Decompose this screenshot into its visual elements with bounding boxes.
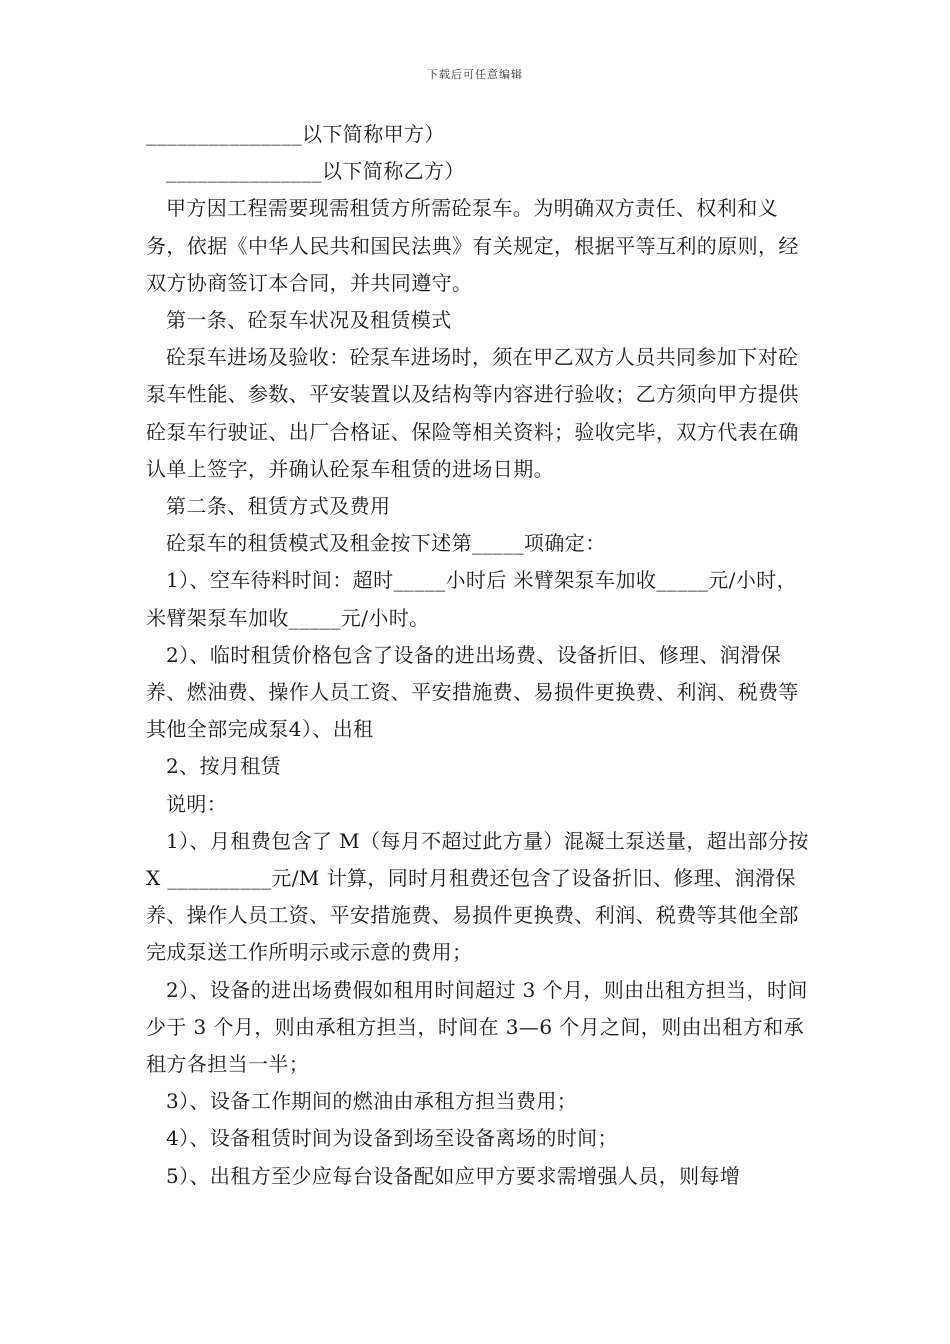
- article-2-heading: 第二条、租赁方式及费用: [166, 494, 391, 519]
- note-2-paragraph: 2）、设备的进出场费假如租用时间超过 3 个月，则由出租方担当，时间少于 3 个月，则由承租方担当，时间在 3—6 个月之间，则由出租方和承租方各担当一半；: [146, 977, 808, 1077]
- temporary-price-paragraph: 2）、临时租赁价格包含了设备的进出场费、设备折旧、修理、润滑保养、燃油费、操作人员工资、平安措施费、易损件更换费、利润、税费等其他全部完成泵4）、出租: [146, 642, 799, 742]
- idle-time-paragraph: 1）、空车待料时间：超时_____小时后 米臂架泵车加收_____元/小时， 米臂架泵车加收_____元/小时。: [146, 568, 798, 630]
- note-4-paragraph: 4）、设备租赁时间为设备到场至设备离场的时间；: [166, 1126, 618, 1151]
- page-header-note: 下载后可任意编辑: [427, 68, 523, 81]
- document-body: [146, 116, 816, 1195]
- monthly-rental-heading: 2、按月租赁: [166, 754, 282, 779]
- intro-paragraph: 甲方因工程需要现需租赁方所需砼泵车。为明确双方责任、权利和义务，依据《中华人民共和国民法典》有关规定，根据平等互利的原则，经双方协商签订本合同，并共同遵守。: [146, 196, 799, 295]
- rental-mode-paragraph: 砼泵车的租赁模式及租金按下述第_____项确定：: [166, 531, 606, 556]
- acceptance-paragraph: 砼泵车进场及验收：砼泵车进场时，须在甲乙双方人员共同参加下对砼泵车性能、参数、平安装置以及结构等内容进行验收；乙方须向甲方提供砼泵车行驶证、出厂合格证、保险等相关资料；验收完毕，双方代表在确认单上签字，并确认砼泵车租赁的进场日期。: [146, 345, 799, 481]
- party-a-line: _______________以下简称甲方）: [146, 122, 445, 146]
- note-3-paragraph: 3）、设备工作期间的燃油由承租方担当费用；: [166, 1089, 578, 1114]
- note-1-paragraph: 1）、月租费包含了 M（每月不超过此方量）混凝土泵送量，超出部分按 X __________元/M 计算，同时月租费还包含了设备折旧、修理、润滑保养、操作人员工资、平安措施费、易损件更换费、利润、税费等其他全部完成泵送工作所明示或示意的费用；: [146, 828, 809, 965]
- party-b-line: _______________以下简称乙方）: [166, 159, 465, 184]
- article-1-heading: 第一条、砼泵车状况及租赁模式: [166, 308, 452, 333]
- notes-heading: 说明：: [166, 791, 228, 816]
- note-5-paragraph: 5）、出租方至少应每台设备配如应甲方要求需增强人员，则每增: [166, 1163, 741, 1188]
